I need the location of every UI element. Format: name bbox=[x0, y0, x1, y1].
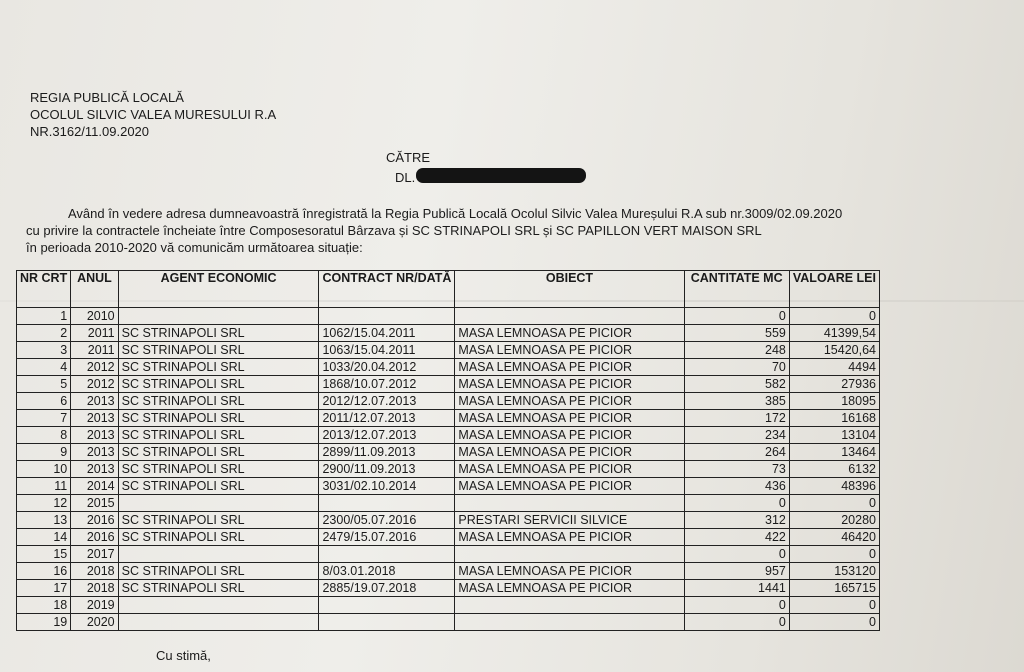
cell-cantitate: 385 bbox=[684, 393, 789, 410]
cell-agent-economic: SC STRINAPOLI SRL bbox=[118, 359, 319, 376]
cell-nr-crt: 16 bbox=[17, 563, 71, 580]
cell-obiect: MASA LEMNOASA PE PICIOR bbox=[455, 410, 684, 427]
cell-cantitate: 234 bbox=[684, 427, 789, 444]
cell-nr-crt: 5 bbox=[17, 376, 71, 393]
cell-obiect bbox=[455, 495, 684, 512]
contracts-table bbox=[16, 270, 880, 631]
cell-cantitate: 582 bbox=[684, 376, 789, 393]
cell-anul: 2012 bbox=[71, 376, 118, 393]
cell-nr-crt: 8 bbox=[17, 427, 71, 444]
cell-contract: 2900/11.09.2013 bbox=[319, 461, 455, 478]
cell-contract bbox=[319, 495, 455, 512]
cell-cantitate: 264 bbox=[684, 444, 789, 461]
cell-obiect: MASA LEMNOASA PE PICIOR bbox=[455, 393, 684, 410]
redacted-name bbox=[416, 168, 586, 183]
cell-nr-crt: 2 bbox=[17, 325, 71, 342]
cell-anul: 2020 bbox=[71, 614, 118, 631]
table-row bbox=[17, 359, 880, 376]
cell-agent-economic: SC STRINAPOLI SRL bbox=[118, 325, 319, 342]
cell-contract: 1063/15.04.2011 bbox=[319, 342, 455, 359]
cell-anul: 2013 bbox=[71, 393, 118, 410]
cell-anul: 2018 bbox=[71, 563, 118, 580]
cell-cantitate: 0 bbox=[684, 308, 789, 325]
cell-anul: 2016 bbox=[71, 512, 118, 529]
header-anul: ANUL bbox=[71, 271, 118, 308]
cell-obiect: MASA LEMNOASA PE PICIOR bbox=[455, 580, 684, 597]
cell-contract: 2012/12.07.2013 bbox=[319, 393, 455, 410]
cell-obiect bbox=[455, 546, 684, 563]
cell-contract bbox=[319, 614, 455, 631]
cell-valoare: 0 bbox=[789, 546, 879, 563]
cell-valoare: 18095 bbox=[789, 393, 879, 410]
cell-obiect: MASA LEMNOASA PE PICIOR bbox=[455, 376, 684, 393]
cell-agent-economic: SC STRINAPOLI SRL bbox=[118, 393, 319, 410]
cell-nr-crt: 3 bbox=[17, 342, 71, 359]
cell-cantitate: 312 bbox=[684, 512, 789, 529]
table-row bbox=[17, 529, 880, 546]
cell-agent-economic: SC STRINAPOLI SRL bbox=[118, 512, 319, 529]
cell-obiect: MASA LEMNOASA PE PICIOR bbox=[455, 444, 684, 461]
cell-obiect: MASA LEMNOASA PE PICIOR bbox=[455, 359, 684, 376]
cell-nr-crt: 7 bbox=[17, 410, 71, 427]
cell-anul: 2011 bbox=[71, 325, 118, 342]
cell-obiect: MASA LEMNOASA PE PICIOR bbox=[455, 342, 684, 359]
header-nr-crt: NR CRT bbox=[17, 271, 71, 308]
cell-agent-economic: SC STRINAPOLI SRL bbox=[118, 410, 319, 427]
cell-agent-economic bbox=[118, 308, 319, 325]
cell-cantitate: 436 bbox=[684, 478, 789, 495]
cell-obiect: PRESTARI SERVICII SILVICE bbox=[455, 512, 684, 529]
cell-contract: 2479/15.07.2016 bbox=[319, 529, 455, 546]
cell-contract: 2011/12.07.2013 bbox=[319, 410, 455, 427]
cell-valoare: 48396 bbox=[789, 478, 879, 495]
cell-agent-economic: SC STRINAPOLI SRL bbox=[118, 580, 319, 597]
table-row bbox=[17, 461, 880, 478]
cell-cantitate: 0 bbox=[684, 597, 789, 614]
cell-valoare: 153120 bbox=[789, 563, 879, 580]
table-row bbox=[17, 546, 880, 563]
cell-valoare: 46420 bbox=[789, 529, 879, 546]
cell-valoare: 0 bbox=[789, 597, 879, 614]
cell-agent-economic bbox=[118, 495, 319, 512]
table-row bbox=[17, 512, 880, 529]
table-row bbox=[17, 325, 880, 342]
header-contract: CONTRACT NR/DATĂ bbox=[319, 271, 455, 308]
header-agent-economic: AGENT ECONOMIC bbox=[118, 271, 319, 308]
cell-valoare: 15420,64 bbox=[789, 342, 879, 359]
cell-anul: 2015 bbox=[71, 495, 118, 512]
cell-agent-economic: SC STRINAPOLI SRL bbox=[118, 376, 319, 393]
cell-obiect: MASA LEMNOASA PE PICIOR bbox=[455, 529, 684, 546]
cell-nr-crt: 19 bbox=[17, 614, 71, 631]
cell-contract: 2300/05.07.2016 bbox=[319, 512, 455, 529]
cell-obiect: MASA LEMNOASA PE PICIOR bbox=[455, 461, 684, 478]
cell-anul: 2011 bbox=[71, 342, 118, 359]
cell-anul: 2013 bbox=[71, 461, 118, 478]
cell-obiect: MASA LEMNOASA PE PICIOR bbox=[455, 478, 684, 495]
cell-cantitate: 957 bbox=[684, 563, 789, 580]
cell-obiect: MASA LEMNOASA PE PICIOR bbox=[455, 325, 684, 342]
issuer-unit: OCOLUL SILVIC VALEA MURESULUI R.A bbox=[30, 107, 277, 122]
cell-contract bbox=[319, 597, 455, 614]
cell-cantitate: 0 bbox=[684, 546, 789, 563]
cell-anul: 2010 bbox=[71, 308, 118, 325]
cell-valoare: 6132 bbox=[789, 461, 879, 478]
cell-valoare: 165715 bbox=[789, 580, 879, 597]
table-row bbox=[17, 563, 880, 580]
cell-anul: 2013 bbox=[71, 427, 118, 444]
cell-anul: 2016 bbox=[71, 529, 118, 546]
header-cantitate: CANTITATE MC bbox=[684, 271, 789, 308]
cell-contract: 3031/02.10.2014 bbox=[319, 478, 455, 495]
table-row bbox=[17, 342, 880, 359]
table-header-row bbox=[17, 271, 880, 308]
cell-agent-economic bbox=[118, 597, 319, 614]
table-row bbox=[17, 410, 880, 427]
cell-contract: 1868/10.07.2012 bbox=[319, 376, 455, 393]
cell-cantitate: 70 bbox=[684, 359, 789, 376]
cell-obiect bbox=[455, 614, 684, 631]
cell-nr-crt: 14 bbox=[17, 529, 71, 546]
issuer-name: REGIA PUBLICĂ LOCALĂ bbox=[30, 90, 184, 105]
cell-obiect bbox=[455, 597, 684, 614]
cell-obiect bbox=[455, 308, 684, 325]
cell-nr-crt: 18 bbox=[17, 597, 71, 614]
cell-valoare: 4494 bbox=[789, 359, 879, 376]
table-row bbox=[17, 495, 880, 512]
cell-valoare: 0 bbox=[789, 495, 879, 512]
signoff: Cu stimă, bbox=[156, 648, 211, 663]
cell-anul: 2018 bbox=[71, 580, 118, 597]
cell-anul: 2013 bbox=[71, 410, 118, 427]
cell-agent-economic bbox=[118, 614, 319, 631]
cell-valoare: 27936 bbox=[789, 376, 879, 393]
cell-agent-economic bbox=[118, 546, 319, 563]
cell-obiect: MASA LEMNOASA PE PICIOR bbox=[455, 563, 684, 580]
cell-cantitate: 248 bbox=[684, 342, 789, 359]
intro-line-3: în perioada 2010-2020 vă comunicăm următoarea situație: bbox=[26, 240, 363, 255]
table-row bbox=[17, 308, 880, 325]
cell-cantitate: 0 bbox=[684, 614, 789, 631]
cell-agent-economic: SC STRINAPOLI SRL bbox=[118, 444, 319, 461]
cell-valoare: 0 bbox=[789, 308, 879, 325]
cell-agent-economic: SC STRINAPOLI SRL bbox=[118, 563, 319, 580]
cell-valoare: 0 bbox=[789, 614, 879, 631]
cell-nr-crt: 4 bbox=[17, 359, 71, 376]
cell-nr-crt: 17 bbox=[17, 580, 71, 597]
cell-valoare: 16168 bbox=[789, 410, 879, 427]
header-obiect: OBIECT bbox=[455, 271, 684, 308]
cell-anul: 2014 bbox=[71, 478, 118, 495]
recipient-salutation: DL. bbox=[395, 170, 416, 185]
cell-anul: 2012 bbox=[71, 359, 118, 376]
cell-contract bbox=[319, 308, 455, 325]
intro-line-1: Având în vedere adresa dumneavoastră înregistrată la Regia Publică Locală Ocolul Silvic Valea Mureșului R.A sub nr.3009/02.09.2020 bbox=[68, 206, 843, 221]
cell-anul: 2013 bbox=[71, 444, 118, 461]
table-row bbox=[17, 478, 880, 495]
cell-agent-economic: SC STRINAPOLI SRL bbox=[118, 461, 319, 478]
table-row bbox=[17, 597, 880, 614]
cell-valoare: 13464 bbox=[789, 444, 879, 461]
cell-contract bbox=[319, 546, 455, 563]
cell-nr-crt: 11 bbox=[17, 478, 71, 495]
table-row bbox=[17, 376, 880, 393]
table-row bbox=[17, 444, 880, 461]
cell-nr-crt: 12 bbox=[17, 495, 71, 512]
cell-nr-crt: 1 bbox=[17, 308, 71, 325]
cell-contract: 2885/19.07.2018 bbox=[319, 580, 455, 597]
cell-nr-crt: 15 bbox=[17, 546, 71, 563]
cell-cantitate: 559 bbox=[684, 325, 789, 342]
cell-nr-crt: 13 bbox=[17, 512, 71, 529]
intro-line-2: cu privire la contractele încheiate între Composesoratul Bârzava și SC STRINAPOLI SRL și SC PAPILLON VERT MAISON SRL bbox=[26, 223, 762, 238]
table-row bbox=[17, 614, 880, 631]
cell-cantitate: 172 bbox=[684, 410, 789, 427]
cell-cantitate: 1441 bbox=[684, 580, 789, 597]
cell-agent-economic: SC STRINAPOLI SRL bbox=[118, 478, 319, 495]
cell-nr-crt: 6 bbox=[17, 393, 71, 410]
cell-agent-economic: SC STRINAPOLI SRL bbox=[118, 529, 319, 546]
cell-agent-economic: SC STRINAPOLI SRL bbox=[118, 342, 319, 359]
header-valoare: VALOARE LEI bbox=[789, 271, 879, 308]
cell-cantitate: 73 bbox=[684, 461, 789, 478]
cell-contract: 1062/15.04.2011 bbox=[319, 325, 455, 342]
cell-valoare: 20280 bbox=[789, 512, 879, 529]
cell-anul: 2017 bbox=[71, 546, 118, 563]
cell-nr-crt: 9 bbox=[17, 444, 71, 461]
cell-cantitate: 0 bbox=[684, 495, 789, 512]
table-row bbox=[17, 393, 880, 410]
cell-contract: 2013/12.07.2013 bbox=[319, 427, 455, 444]
cell-contract: 8/03.01.2018 bbox=[319, 563, 455, 580]
document-number: NR.3162/11.09.2020 bbox=[30, 124, 150, 139]
cell-nr-crt: 10 bbox=[17, 461, 71, 478]
cell-contract: 1033/20.04.2012 bbox=[319, 359, 455, 376]
cell-obiect: MASA LEMNOASA PE PICIOR bbox=[455, 427, 684, 444]
cell-agent-economic: SC STRINAPOLI SRL bbox=[118, 427, 319, 444]
recipient-heading: CĂTRE bbox=[386, 150, 431, 165]
cell-valoare: 13104 bbox=[789, 427, 879, 444]
cell-anul: 2019 bbox=[71, 597, 118, 614]
cell-contract: 2899/11.09.2013 bbox=[319, 444, 455, 461]
cell-cantitate: 422 bbox=[684, 529, 789, 546]
table-row bbox=[17, 580, 880, 597]
cell-valoare: 41399,54 bbox=[789, 325, 879, 342]
table-row bbox=[17, 427, 880, 444]
